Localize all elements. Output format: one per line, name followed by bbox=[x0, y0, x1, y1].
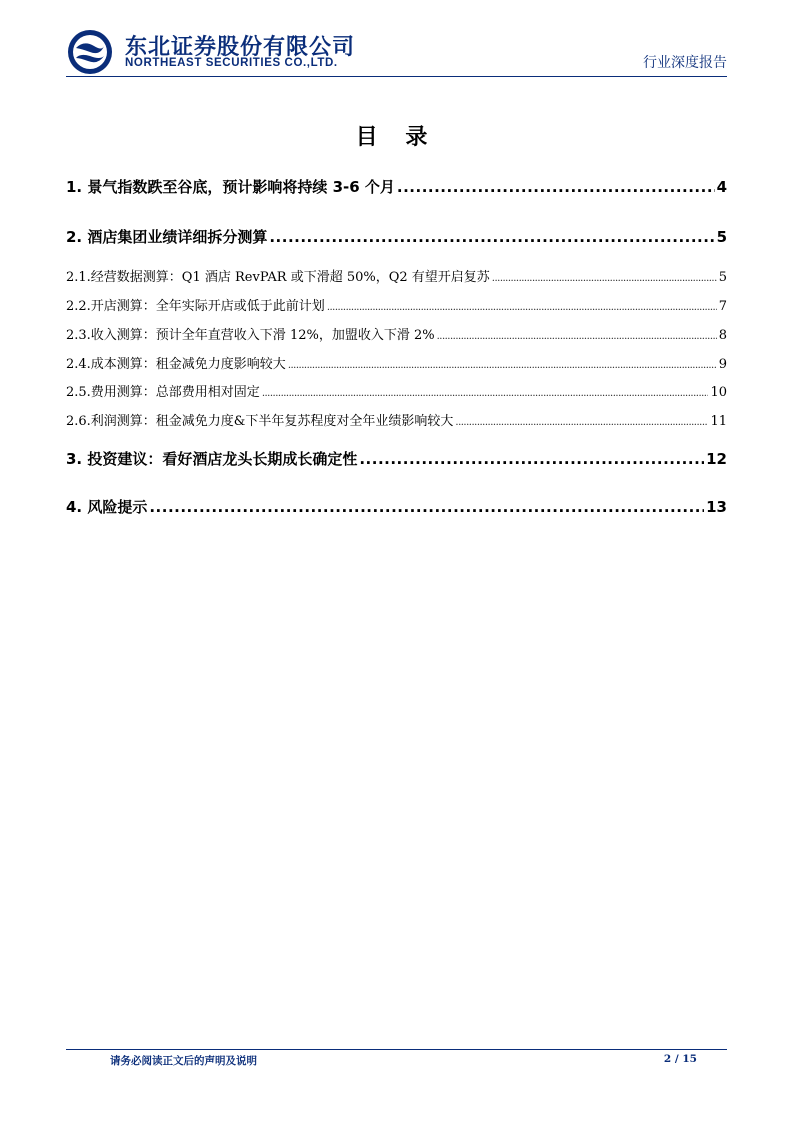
toc-entry-label: 2.1.经营数据测算：Q1 酒店 RevPAR 或下滑超 50%，Q2 有望开启复苏 bbox=[66, 270, 490, 285]
toc-leader-dots bbox=[455, 417, 708, 428]
toc-title: 目 录 bbox=[355, 125, 438, 150]
toc-leader-dots bbox=[269, 228, 714, 246]
toc-entry-2-4[interactable] bbox=[66, 353, 727, 372]
report-type-label: 行业深度报告 bbox=[643, 55, 727, 71]
toc-entry-label: 2.4.成本测算：租金减免力度影响较大 bbox=[66, 357, 286, 372]
toc-leader-dots bbox=[359, 450, 704, 468]
toc-entry-page: 8 bbox=[718, 328, 727, 343]
toc-entry-2-6[interactable] bbox=[66, 410, 727, 429]
toc-leader-dots bbox=[397, 178, 715, 196]
toc-entry-page: 7 bbox=[718, 299, 727, 314]
toc-entry-2[interactable] bbox=[66, 226, 727, 247]
toc-entry-3[interactable] bbox=[66, 448, 727, 469]
toc-entry-label: 2.2.开店测算：全年实际开店或低于此前计划 bbox=[66, 299, 325, 314]
toc-entry-label: 2.3.收入测算：预计全年直营收入下滑 12%，加盟收入下滑 2% bbox=[66, 328, 435, 343]
toc-leader-dots bbox=[437, 331, 717, 342]
toc-entry-page: 5 bbox=[716, 228, 727, 246]
toc-entry-page: 10 bbox=[710, 385, 727, 400]
toc-entry-label: 2.6.利润测算：租金减免力度&下半年复苏程度对全年业绩影响较大 bbox=[66, 414, 454, 429]
toc-entry-page: 9 bbox=[718, 357, 727, 372]
toc-leader-dots bbox=[327, 302, 717, 313]
toc-leader-dots bbox=[492, 273, 717, 284]
toc-entry-page: 13 bbox=[706, 498, 727, 516]
toc-entry-label: 3. 投资建议：看好酒店龙头长期成长确定性 bbox=[66, 450, 358, 468]
toc-leader-dots bbox=[288, 360, 717, 371]
toc-entry-2-1[interactable] bbox=[66, 266, 727, 285]
header-divider bbox=[66, 76, 727, 77]
toc-entry-page: 11 bbox=[710, 414, 727, 429]
toc-leader-dots bbox=[262, 388, 709, 399]
toc-entry-page: 5 bbox=[718, 270, 727, 285]
toc-entry-label: 2. 酒店集团业绩详细拆分测算 bbox=[66, 228, 268, 246]
toc-entry-label: 1. 景气指数跌至谷底，预计影响将持续 3-6 个月 bbox=[66, 178, 395, 196]
company-name-en: NORTHEAST SECURITIES CO.,LTD. bbox=[125, 57, 338, 69]
toc-entry-label: 4. 风险提示 bbox=[66, 498, 148, 516]
toc-entry-page: 12 bbox=[706, 450, 727, 468]
page-number: 2 / 15 bbox=[663, 1053, 697, 1065]
toc-leader-dots bbox=[149, 498, 704, 516]
toc-entry-2-3[interactable] bbox=[66, 324, 727, 343]
toc-entry-4[interactable] bbox=[66, 496, 727, 517]
toc-entry-1[interactable] bbox=[66, 176, 727, 197]
footer-disclaimer: 请务必阅读正文后的声明及说明 bbox=[110, 1055, 257, 1067]
company-logo-icon bbox=[66, 28, 114, 76]
toc-entry-2-5[interactable] bbox=[66, 381, 727, 400]
toc-entry-label: 2.5.费用测算：总部费用相对固定 bbox=[66, 385, 260, 400]
footer-divider bbox=[66, 1049, 727, 1050]
company-name-cn: 东北证券股份有限公司 bbox=[125, 35, 356, 60]
toc-entry-2-2[interactable] bbox=[66, 295, 727, 314]
toc-entry-page: 4 bbox=[716, 178, 727, 196]
